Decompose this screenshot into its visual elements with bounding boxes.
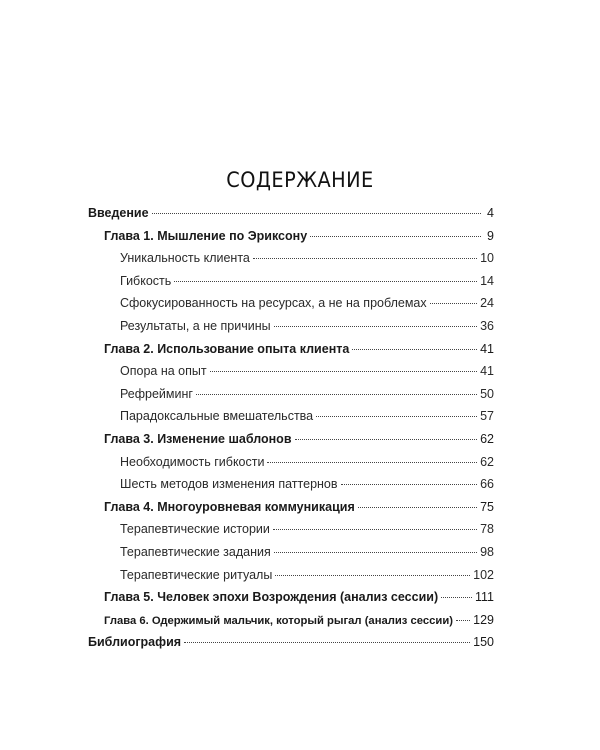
toc-entry-label: Рефрейминг	[120, 386, 193, 401]
toc-entry-page: 4	[487, 206, 494, 220]
toc-entry-label: Результаты, а не причины	[120, 318, 271, 333]
toc-entry-chapter-2[interactable]	[88, 338, 494, 361]
toc-list	[88, 202, 494, 654]
toc-entry-introduction[interactable]	[88, 202, 494, 225]
toc-entry-label: Гибкость	[120, 273, 172, 288]
toc-entry-section[interactable]	[88, 541, 494, 564]
toc-entry-label: Глава 3. Изменение шаблонов	[104, 431, 292, 446]
toc-entry-page: 50	[480, 386, 494, 401]
toc-entry-page: 10	[480, 251, 494, 266]
dot-leader	[267, 462, 477, 463]
toc-entry-page: 14	[480, 273, 494, 288]
toc-entry-section[interactable]	[88, 270, 494, 293]
toc-title: СОДЕРЖАНИЕ	[226, 168, 374, 192]
toc-entry-section[interactable]	[88, 405, 494, 428]
toc-entry-chapter-3[interactable]	[88, 428, 494, 451]
toc-entry-label: Шесть методов изменения паттернов	[120, 477, 338, 492]
toc-entry-section[interactable]	[88, 451, 494, 474]
toc-entry-label: Введение	[88, 206, 149, 220]
dot-leader	[274, 326, 477, 327]
toc-entry-label: Терапевтические истории	[120, 522, 270, 537]
dot-leader	[174, 281, 477, 282]
toc-entry-page: 98	[480, 544, 494, 559]
toc-entry-section[interactable]	[88, 473, 494, 496]
toc-entry-chapter-6[interactable]	[88, 609, 494, 632]
toc-entry-label: Необходимость гибкости	[120, 454, 265, 469]
dot-leader	[152, 213, 481, 214]
toc-entry-page: 75	[480, 499, 494, 514]
toc-entry-section[interactable]	[88, 247, 494, 270]
toc-entry-page: 57	[480, 409, 494, 424]
dot-leader	[275, 575, 470, 576]
toc-entry-label: Парадоксальные вмешательства	[120, 409, 314, 424]
toc-entry-label: Библиография	[88, 635, 182, 650]
toc-entry-label: Уникальность клиента	[120, 251, 250, 266]
toc-entry-label: Глава 4. Многоуровневая коммуникация	[104, 499, 355, 514]
dot-leader	[184, 642, 470, 643]
toc-entry-label: Глава 2. Использование опыта клиента	[104, 341, 350, 356]
dot-leader	[352, 349, 477, 350]
dot-leader	[341, 484, 478, 485]
toc-entry-section[interactable]	[88, 292, 494, 315]
toc-entry-label: Сфокусированность на ресурсах, а не на проблемах	[120, 296, 427, 311]
toc-entry-page: 62	[480, 454, 494, 469]
dot-leader	[441, 597, 472, 598]
toc-entry-page: 41	[480, 341, 494, 356]
toc-entry-label: Глава 5. Человек эпохи Возрождения (анализ сессии)	[104, 590, 439, 605]
toc-entry-page: 9	[487, 228, 494, 243]
toc-entry-page: 66	[480, 477, 494, 492]
toc-entry-chapter-5[interactable]	[88, 586, 494, 609]
dot-leader	[210, 371, 478, 372]
dot-leader	[310, 236, 481, 237]
toc-entry-page: 62	[480, 431, 494, 446]
toc-entry-page: 150	[473, 635, 494, 650]
toc-entry-page: 111	[474, 590, 494, 605]
toc-entry-section[interactable]	[88, 360, 494, 383]
toc-entry-section[interactable]	[88, 315, 494, 338]
dot-leader	[430, 303, 477, 304]
dot-leader	[196, 394, 477, 395]
dot-leader	[456, 620, 470, 621]
dot-leader	[253, 258, 477, 259]
toc-entry-page: 41	[480, 364, 494, 379]
toc-entry-label: Терапевтические задания	[120, 544, 271, 559]
toc-entry-label: Терапевтические ритуалы	[120, 567, 273, 582]
toc-entry-label: Глава 6. Одержимый мальчик, который рыгал (анализ сессии)	[104, 614, 453, 627]
toc-entry-page: 36	[480, 318, 494, 333]
dot-leader	[274, 552, 477, 553]
toc-entry-chapter-1[interactable]	[88, 225, 494, 248]
toc-entry-chapter-4[interactable]	[88, 496, 494, 519]
toc-entry-section[interactable]	[88, 518, 494, 541]
toc-entry-label: Опора на опыт	[120, 364, 207, 379]
toc-entry-page: 78	[480, 522, 494, 537]
toc-entry-label: Глава 1. Мышление по Эриксону	[104, 228, 308, 243]
toc-entry-section[interactable]	[88, 564, 494, 587]
toc-entry-page: 24	[480, 296, 494, 311]
dot-leader	[358, 507, 477, 508]
toc-entry-page: 129	[473, 612, 494, 627]
toc-entry-section[interactable]	[88, 383, 494, 406]
toc-entry-bibliography[interactable]	[88, 631, 494, 654]
dot-leader	[316, 416, 477, 417]
dot-leader	[295, 439, 478, 440]
toc-entry-page: 102	[473, 567, 494, 582]
dot-leader	[273, 529, 477, 530]
